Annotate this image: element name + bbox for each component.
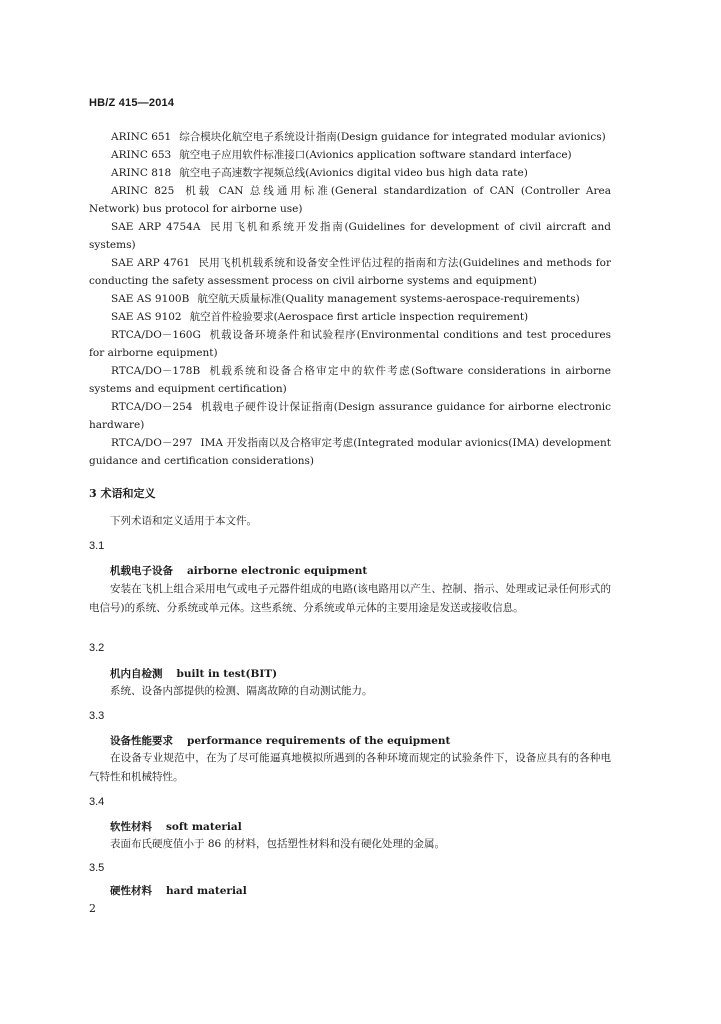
reference-text: 机载电子硬件设计保证指南(Design assurance guidance for airborne electronic hardware)	[89, 401, 611, 431]
reference-text: IMA 开发指南以及合格审定考虑(Integrated modular avionics(IMA) development guidance and certification considerations)	[89, 437, 611, 467]
term-number: 3.3	[89, 710, 105, 722]
term-en: built in test(BIT)	[176, 668, 278, 680]
term-definition: 表面布氏硬度值小于 86 的材料，包括塑性材料和没有硬化处理的金属。	[110, 838, 446, 850]
term-definition: 系统、设备内部提供的检测、隔离故障的自动测试能力。	[110, 685, 373, 697]
term-zh: 机载电子设备	[110, 565, 173, 577]
term-heading	[110, 819, 242, 834]
term-number: 3.4	[89, 796, 105, 808]
reference-text: 民用飞机机载系统和设备安全性评估过程的指南和方法(Guidelines and methods for conducting the safety assessment process on civil airborne systems and equipment)	[89, 257, 611, 287]
reference-item	[89, 308, 611, 326]
term-en: hard material	[166, 885, 247, 897]
reference-code: ARINC 653	[111, 149, 172, 161]
term-zh: 设备性能要求	[110, 735, 173, 747]
term-heading	[110, 883, 247, 898]
term-definition: 在设备专业规范中，在为了尽可能逼真地模拟所遇到的各种环境而规定的试验条件下，设备应具有的各种电气特性和机械特性。	[89, 752, 611, 783]
page-number: 2	[89, 902, 96, 915]
term-heading	[110, 666, 277, 681]
term-en: airborne electronic equipment	[187, 565, 368, 577]
reference-code: SAE AS 9100B	[111, 293, 190, 305]
reference-item	[89, 290, 611, 308]
reference-text: 航空航天质量标准(Quality management systems-aerospace-requirements)	[197, 293, 580, 305]
reference-code: RTCA/DO－160G	[111, 329, 201, 341]
reference-text: 机载 CAN 总线通用标准(General standardization of CAN (Controller Area Network) bus protocol for airborne use)	[89, 185, 611, 215]
reference-item	[89, 128, 611, 146]
term-definition: 安装在飞机上组合采用电气或电子元器件组成的电路(该电路用以产生、控制、指示、处理或记录任何形式的电信号)的系统、分系统或单元体。这些系统、分系统或单元体的主要用途是发送或接收信息。	[89, 583, 611, 614]
reference-code: RTCA/DO－178B	[111, 365, 201, 377]
reference-item	[89, 362, 611, 398]
reference-item	[89, 398, 611, 434]
reference-code: ARINC 825	[111, 185, 175, 197]
reference-text: 航空首件检验要求(Aerospace first article inspection requirement)	[189, 311, 529, 323]
reference-code: SAE ARP 4754A	[111, 221, 201, 233]
reference-text: 综合模块化航空电子系统设计指南(Design guidance for integrated modular avionics)	[179, 131, 606, 143]
reference-code: SAE ARP 4761	[111, 257, 191, 269]
term-number: 3.5	[89, 862, 105, 874]
reference-item	[89, 254, 611, 290]
term-heading	[110, 563, 367, 578]
section-title: 3 术语和定义	[89, 487, 156, 500]
term-en: soft material	[166, 821, 242, 833]
reference-item	[89, 434, 611, 470]
reference-text: 机载设备环境条件和试验程序(Environmental conditions and test procedures for airborne equipment)	[89, 329, 611, 359]
term-zh: 硬性材料	[110, 885, 152, 897]
term-zh: 机内自检测	[110, 668, 163, 680]
reference-item	[89, 146, 611, 164]
reference-code: ARINC 651	[111, 131, 172, 143]
section-intro: 下列术语和定义适用于本文件。	[110, 515, 257, 527]
reference-text: 机载系统和设备合格审定中的软件考虑(Software considerations in airborne systems and equipment certification)	[89, 365, 611, 395]
reference-code: RTCA/DO－254	[111, 401, 193, 413]
reference-text: 民用飞机和系统开发指南(Guidelines for development of civil aircraft and systems)	[89, 221, 611, 251]
reference-text: 航空电子应用软件标准接口(Avionics application software standard interface)	[179, 149, 572, 161]
term-zh: 软性材料	[110, 821, 152, 833]
standard-code: HB/Z 415—2014	[89, 97, 175, 109]
term-number: 3.2	[89, 642, 105, 654]
reference-item	[89, 182, 611, 218]
normative-references-list	[89, 128, 611, 470]
term-heading	[110, 733, 450, 748]
reference-code: SAE AS 9102	[111, 311, 182, 323]
reference-text: 航空电子高速数字视频总线(Avionics digital video bus high data rate)	[179, 167, 528, 179]
term-en: performance requirements of the equipment	[187, 735, 451, 747]
reference-item	[89, 326, 611, 362]
reference-item	[89, 164, 611, 182]
reference-item	[89, 218, 611, 254]
term-number: 3.1	[89, 540, 105, 552]
reference-code: ARINC 818	[111, 167, 172, 179]
reference-code: RTCA/DO－297	[111, 437, 193, 449]
